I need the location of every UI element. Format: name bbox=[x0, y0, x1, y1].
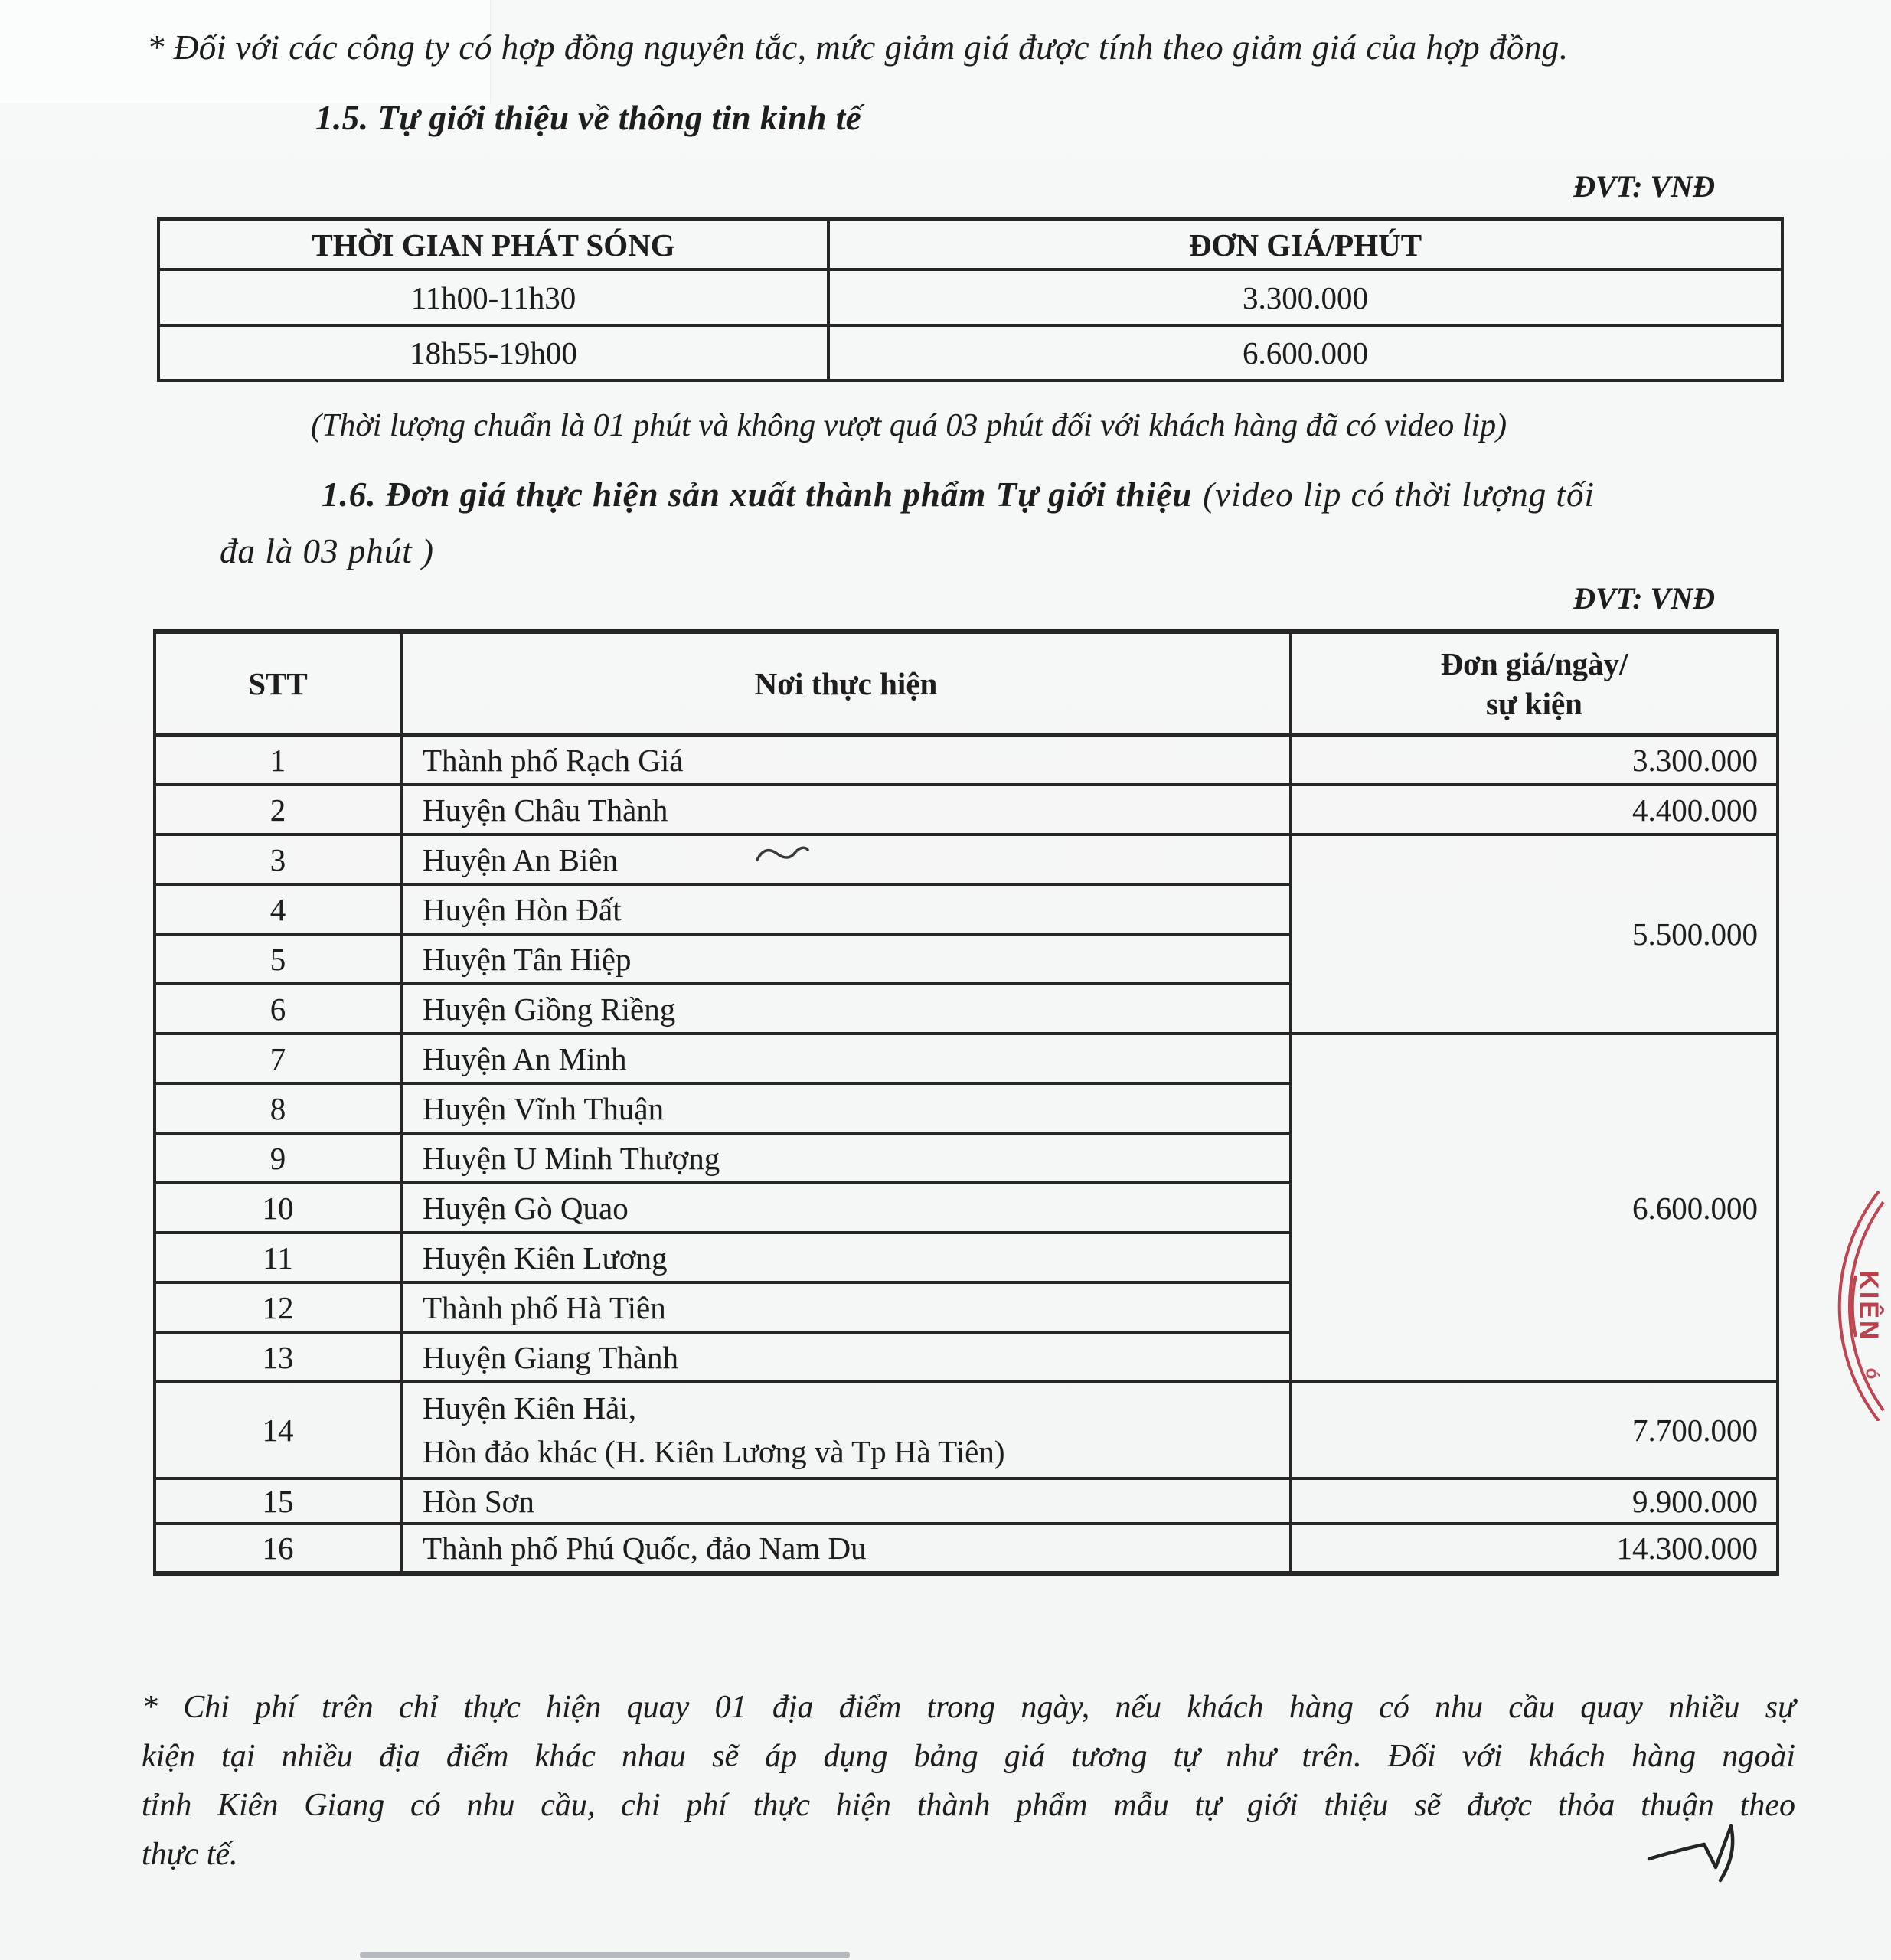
stt-cell: 14 bbox=[155, 1382, 401, 1478]
section-1-5-heading: 1.5. Tự giới thiệu về thông tin kinh tế bbox=[315, 99, 862, 137]
broadcast-time-header: THỜI GIAN PHÁT SÓNG bbox=[158, 219, 828, 270]
place-cell: Huyện U Minh Thượng bbox=[401, 1133, 1291, 1183]
stt-cell: 2 bbox=[155, 785, 401, 835]
section-1-6-heading-main: 1.6. Đơn giá thực hiện sản xuất thành phẩm Tự giới thiệu bbox=[322, 475, 1193, 514]
footnote-line: tỉnh Kiên Giang có nhu cầu, chi phí thực hiện thành phẩm mẫu tự giới thiệu sẽ được thỏa thuận theo bbox=[142, 1788, 1795, 1823]
footnote-line: kiện tại nhiều địa điểm khác nhau sẽ áp dụng bảng giá tương tự như trên. Đối với khách hàng ngoài bbox=[142, 1739, 1795, 1774]
table-row bbox=[155, 735, 1778, 785]
stt-cell: 11 bbox=[155, 1233, 401, 1282]
price-cell: 7.700.000 bbox=[1291, 1382, 1778, 1478]
stt-header: STT bbox=[155, 632, 401, 735]
section-1-6-heading bbox=[322, 475, 1595, 514]
stt-cell: 15 bbox=[155, 1478, 401, 1524]
stt-cell: 16 bbox=[155, 1524, 401, 1573]
stt-cell: 12 bbox=[155, 1282, 401, 1332]
table-row bbox=[158, 325, 1782, 381]
section-1-6-heading-note-continued: đa là 03 phút ) bbox=[220, 532, 434, 570]
footnote-line: * Chi phí trên chỉ thực hiện quay 01 địa điểm trong ngày, nếu khách hàng có nhu cầu quay nhiều sự bbox=[142, 1690, 1795, 1725]
official-red-stamp-partial bbox=[1831, 1191, 1891, 1421]
place-cell: Huyện Hòn Đất bbox=[401, 884, 1291, 934]
place-cell: Huyện An Biên bbox=[401, 835, 1291, 884]
table-row bbox=[155, 1034, 1778, 1083]
place-cell: Huyện Gò Quao bbox=[401, 1183, 1291, 1233]
stt-cell: 10 bbox=[155, 1183, 401, 1233]
stt-cell: 1 bbox=[155, 735, 401, 785]
place-cell: Huyện Châu Thành bbox=[401, 785, 1291, 835]
place-cell: Huyện Kiên Hải, Hòn đảo khác (H. Kiên Lương và Tp Hà Tiên) bbox=[401, 1382, 1291, 1478]
duration-note: (Thời lượng chuẩn là 01 phút và không vượt quá 03 phút đối với khách hàng đã có video lip) bbox=[311, 408, 1507, 443]
section-1-6-heading-note: (video lip có thời lượng tối bbox=[1203, 475, 1595, 514]
broadcast-price-header: ĐƠN GIÁ/PHÚT bbox=[828, 219, 1782, 270]
price-cell: 4.400.000 bbox=[1291, 785, 1778, 835]
discount-note: * Đối với các công ty có hợp đồng nguyên tắc, mức giảm giá được tính theo giảm giá của hợp đồng. bbox=[147, 28, 1569, 67]
merged-price-cell: 5.500.000 bbox=[1291, 835, 1778, 1034]
table-row bbox=[155, 1524, 1778, 1573]
place-cell: Huyện Giồng Riềng bbox=[401, 984, 1291, 1034]
footnote bbox=[142, 1683, 1795, 1879]
stt-cell: 6 bbox=[155, 984, 401, 1034]
price-cell: 14.300.000 bbox=[1291, 1524, 1778, 1573]
place-cell: Huyện Kiên Lương bbox=[401, 1233, 1291, 1282]
signature-mark bbox=[1644, 1819, 1759, 1886]
stt-cell: 3 bbox=[155, 835, 401, 884]
production-price-table bbox=[153, 629, 1779, 1576]
pen-scribble-mark bbox=[755, 844, 810, 865]
stt-cell: 8 bbox=[155, 1083, 401, 1133]
place-header: Nơi thực hiện bbox=[401, 632, 1291, 735]
stamp-text: KIÊN bbox=[1854, 1270, 1884, 1342]
table-row bbox=[155, 835, 1778, 884]
place-cell: Huyện Tân Hiệp bbox=[401, 934, 1291, 984]
time-slot-cell: 11h00-11h30 bbox=[158, 270, 828, 325]
place-cell: Huyện An Minh bbox=[401, 1034, 1291, 1083]
table-row bbox=[155, 1382, 1778, 1478]
table-header-row bbox=[158, 219, 1782, 270]
table-row bbox=[155, 1478, 1778, 1524]
unit-label-2: ĐVT: VNĐ bbox=[1573, 581, 1715, 616]
table-row bbox=[158, 270, 1782, 325]
price-header: Đơn giá/ngày/ sự kiện bbox=[1291, 632, 1778, 735]
place-cell: Huyện Vĩnh Thuận bbox=[401, 1083, 1291, 1133]
time-slot-cell: 18h55-19h00 bbox=[158, 325, 828, 381]
unit-label-1: ĐVT: VNĐ bbox=[1573, 169, 1715, 204]
table-row bbox=[155, 785, 1778, 835]
place-cell: Hòn Sơn bbox=[401, 1478, 1291, 1524]
price-cell: 9.900.000 bbox=[1291, 1478, 1778, 1524]
stt-cell: 4 bbox=[155, 884, 401, 934]
price-cell: 6.600.000 bbox=[828, 325, 1782, 381]
price-cell: 3.300.000 bbox=[1291, 735, 1778, 785]
scan-streak-artifact bbox=[360, 1952, 850, 1958]
place-cell: Thành phố Rạch Giá bbox=[401, 735, 1291, 785]
place-cell: Thành phố Phú Quốc, đảo Nam Du bbox=[401, 1524, 1291, 1573]
stt-cell: 13 bbox=[155, 1332, 401, 1382]
price-cell: 3.300.000 bbox=[828, 270, 1782, 325]
footnote-line: thực tế. bbox=[142, 1837, 238, 1872]
stt-cell: 5 bbox=[155, 934, 401, 984]
place-cell: Thành phố Hà Tiên bbox=[401, 1282, 1291, 1332]
place-cell: Huyện Giang Thành bbox=[401, 1332, 1291, 1382]
stt-cell: 9 bbox=[155, 1133, 401, 1183]
table-header-row bbox=[155, 632, 1778, 735]
merged-price-cell: 6.600.000 bbox=[1291, 1034, 1778, 1382]
broadcast-price-table bbox=[157, 217, 1784, 382]
stt-cell: 7 bbox=[155, 1034, 401, 1083]
stamp-small-glyph: ó bbox=[1861, 1367, 1883, 1380]
